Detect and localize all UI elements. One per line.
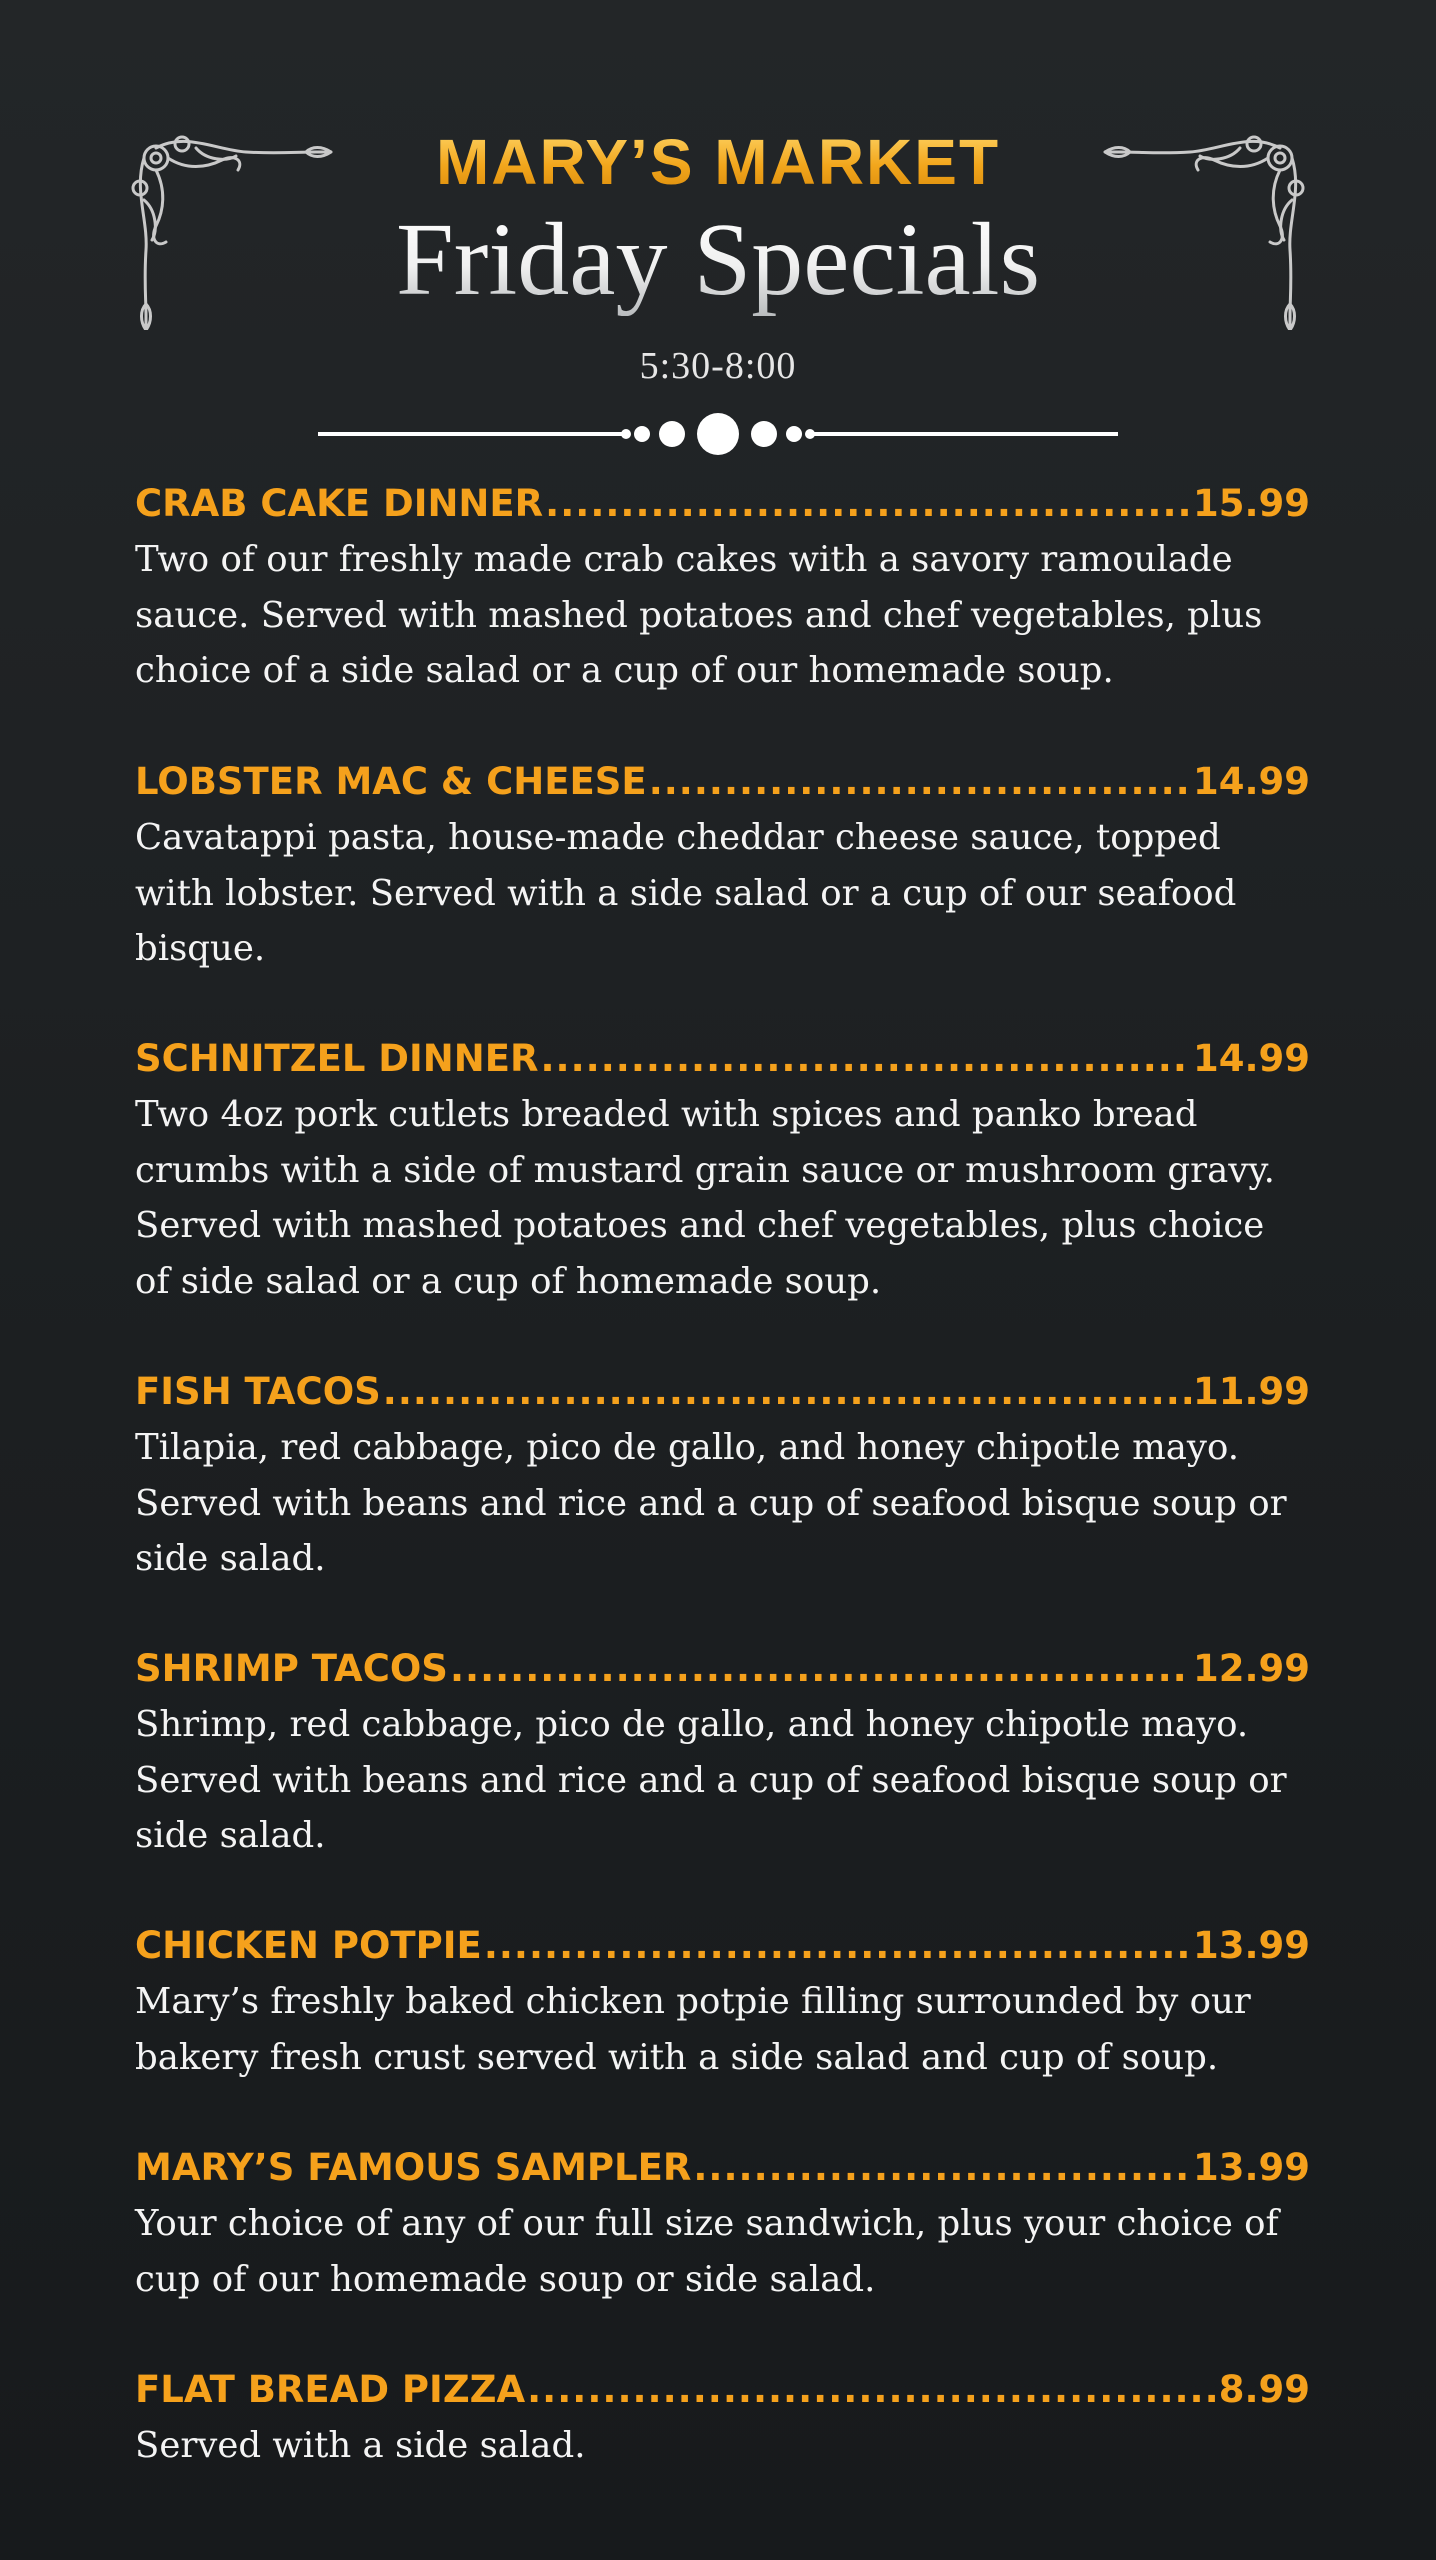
dot-leader [545,478,1191,530]
menu-item-price: 8.99 [1218,2368,1310,2411]
menu-item-description: Your choice of any of our full size sandwich, plus your choice of cup of our homemade soup or side salad. [135,2203,1279,2300]
menu-item [135,1033,1310,1309]
menu-item-name: LOBSTER MAC & CHEESE [135,760,647,803]
menu-item-heading [135,2364,1310,2416]
menu-item [135,2142,1310,2307]
menu-item-heading [135,756,1310,808]
menu-item-heading [135,478,1310,530]
menu-item-price: 13.99 [1192,1924,1310,1967]
menu-item-name: FISH TACOS [135,1370,381,1413]
dot-leader [450,1643,1191,1695]
menu-item-heading [135,1033,1310,1085]
menu-item-description: Two of our freshly made crab cakes with a savory ramoulade sauce. Served with mashed potatoes and chef vegetables, plus choice of a side salad or a cup of our homemade soup. [135,539,1263,691]
dot-leader [484,1920,1191,1972]
menu-item-price: 15.99 [1192,482,1310,525]
menu-item-heading [135,1643,1310,1695]
dot-leader [693,2142,1191,2194]
menu-item-description: Shrimp, red cabbage, pico de gallo, and honey chipotle mayo. Served with beans and rice and a cup of seafood bisque soup or side salad. [135,1704,1287,1856]
menu-item-price: 12.99 [1192,1647,1310,1690]
menu-item-description: Mary’s freshly baked chicken potpie filling surrounded by our bakery fresh crust served with a side salad and cup of soup. [135,1981,1251,2078]
menu-item [135,1643,1310,1864]
menu-item-price: 14.99 [1192,1037,1310,1080]
menu-item-heading [135,1366,1310,1418]
dot-leader [540,1033,1190,1085]
menu-header [0,126,1436,388]
menu-item-heading [135,2142,1310,2194]
menu-item [135,756,1310,977]
menu-item [135,478,1310,699]
menu-item [135,1366,1310,1587]
menu-item-heading [135,1920,1310,1972]
dot-leader [383,1366,1191,1418]
menu-item [135,1920,1310,2085]
menu-item-price: 11.99 [1192,1370,1310,1413]
dot-leader [649,756,1191,808]
menu-item-price: 13.99 [1192,2146,1310,2189]
menu-item-name: MARY’S FAMOUS SAMPLER [135,2146,692,2189]
menu-item-name: CHICKEN POTPIE [135,1924,482,1967]
menu-item-price: 14.99 [1192,760,1310,803]
menu-item-description: Two 4oz pork cutlets breaded with spices and panko bread crumbs with a side of mustard grain sauce or mushroom gravy. Served with mashed potatoes and chef vegetables, plus choice of side salad or a cup of homemade soup. [135,1094,1275,1302]
menu-item-name: SCHNITZEL DINNER [135,1037,539,1080]
page-title: Friday Specials [0,204,1436,316]
menu-item [135,2364,1310,2474]
brand-name: MARY’S MARKET [0,126,1436,198]
service-hours: 5:30-8:00 [639,345,797,387]
menu-item-name: CRAB CAKE DINNER [135,482,544,525]
menu-item-name: SHRIMP TACOS [135,1647,448,1690]
menu-item-description: Served with a side salad. [135,2425,586,2466]
dotted-divider-icon [318,412,1118,456]
menu-item-description: Tilapia, red cabbage, pico de gallo, and honey chipotle mayo. Served with beans and rice and a cup of seafood bisque soup or side salad. [135,1427,1287,1579]
menu-item-description: Cavatappi pasta, house-made cheddar cheese sauce, topped with lobster. Served with a side salad or a cup of our seafood bisque. [135,817,1237,969]
menu-item-name: FLAT BREAD PIZZA [135,2368,526,2411]
dot-leader [527,2364,1217,2416]
